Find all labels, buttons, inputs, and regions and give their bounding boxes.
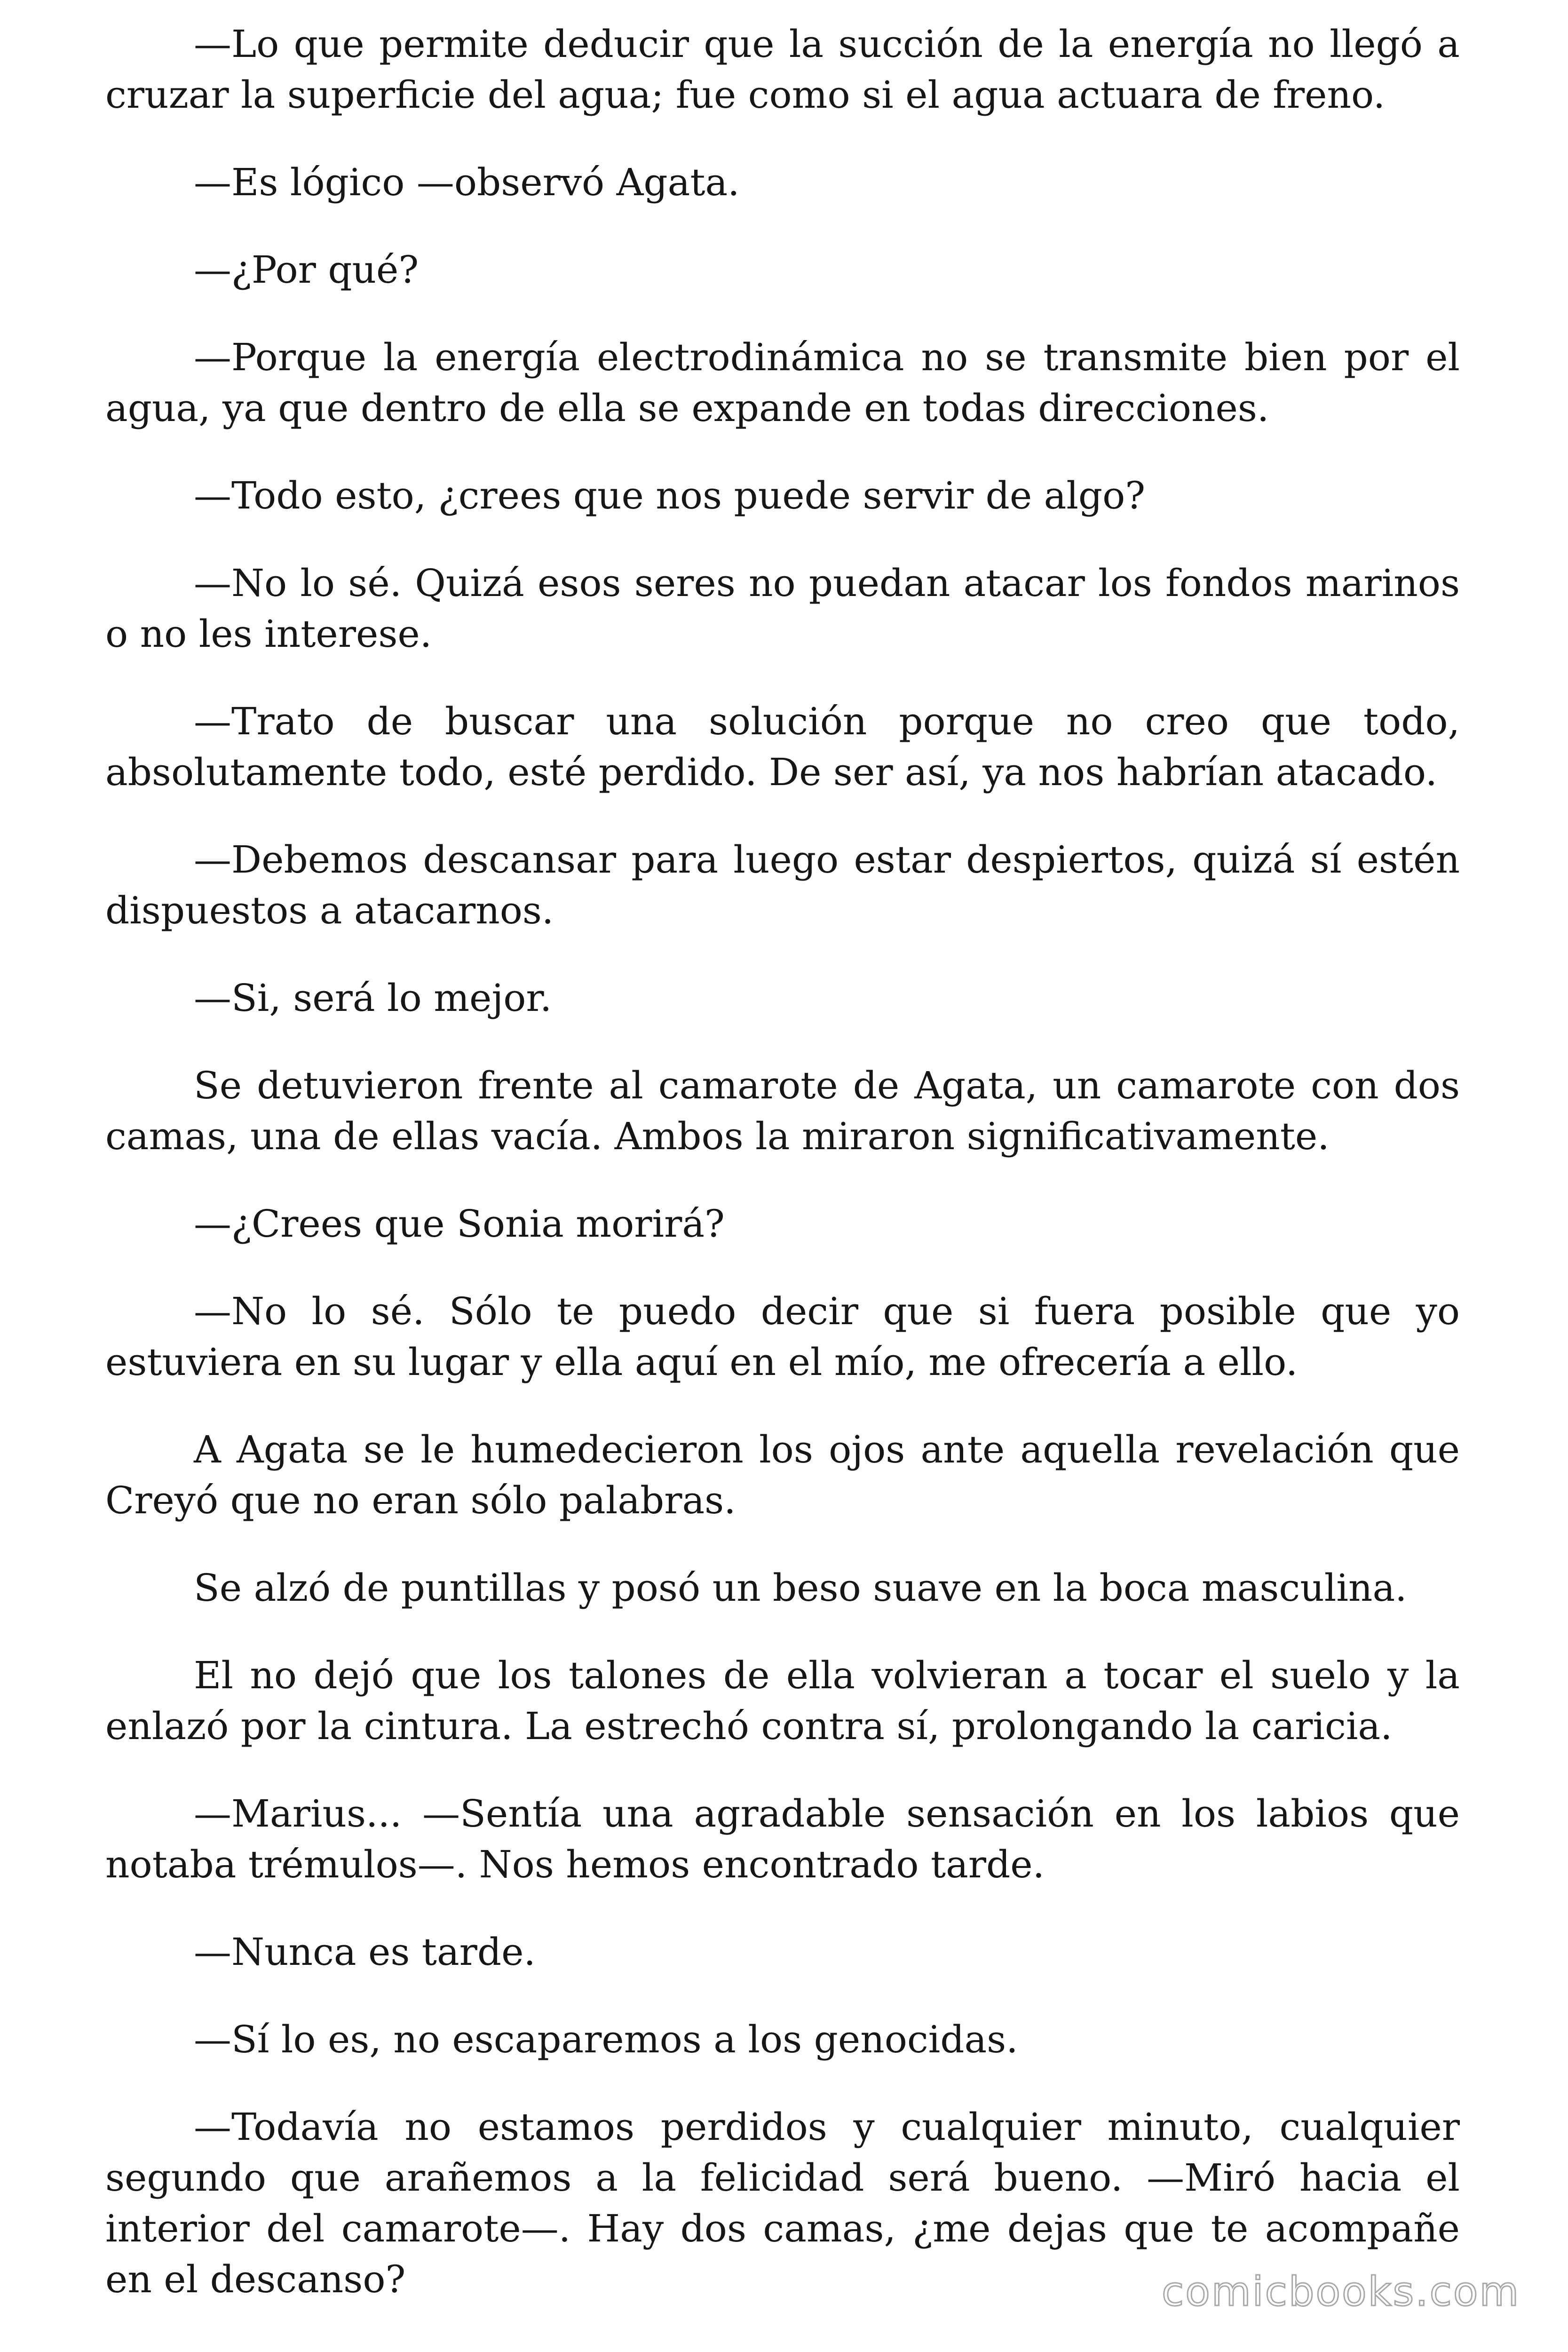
watermark: comicbooks.com [1162,2268,1520,2315]
paragraph: —¿Crees que Sonia morirá? [194,1202,725,1246]
paragraph: —No lo sé. Quizá esos seres no puedan atacar los fondos marinos o no les interese. [105,561,1460,656]
paragraph: —Lo que permite deducir que la succión de la energía no llegó a cruzar la superficie del agua; fue como si el agua actuara de freno. [105,22,1460,117]
paragraph: —Es lógico —observó Agata. [194,160,740,204]
paragraph: —Nunca es tarde. [194,1930,536,1974]
paragraph: —No lo sé. Sólo te puedo decir que si fuera posible que yo estuviera en su lugar y ella aquí en el mío, me ofrecería a ello. [105,1289,1460,1384]
paragraph: —¿Por qué? [194,248,419,292]
paragraph: —Debemos descansar para luego estar despiertos, quizá sí estén dispuestos a atacarnos. [105,838,1460,932]
page-body [105,19,1460,2305]
paragraph: Se detuvieron frente al camarote de Agata, un camarote con dos camas, una de ellas vacía. Ambos la miraron significativamente. [105,1064,1460,1158]
paragraph: —Si, será lo mejor. [194,976,552,1020]
paragraph: El no dejó que los talones de ella volvieran a tocar el suelo y la enlazó por la cintura. La estrechó contra sí, prolongando la caricia. [105,1653,1460,1748]
paragraph: —Marius... —Sentía una agradable sensación en los labios que notaba trémulos—. Nos hemos encontrado tarde. [105,1792,1460,1886]
paragraph: Se alzó de puntillas y posó un beso suave en la boca masculina. [194,1566,1407,1610]
paragraph: —Todavía no estamos perdidos y cualquier minuto, cualquier segundo que arañemos a la felicidad será bueno. —Miró hacia el interior del camarote—. Hay dos camas, ¿me dejas que te acompañe en el descanso? [105,2105,1460,2301]
paragraph: —Todo esto, ¿crees que nos puede servir de algo? [194,474,1146,517]
paragraph: —Porque la energía electrodinámica no se transmite bien por el agua, ya que dentro de ella se expande en todas direcciones. [105,335,1460,430]
paragraph: A Agata se le humedecieron los ojos ante aquella revelación que Creyó que no eran sólo palabras. [105,1428,1460,1522]
paragraph: —Trato de buscar una solución porque no creo que todo, absolutamente todo, esté perdido. De ser así, ya nos habrían atacado. [105,699,1460,794]
paragraph: —Sí lo es, no escaparemos a los genocidas. [194,2018,1018,2061]
